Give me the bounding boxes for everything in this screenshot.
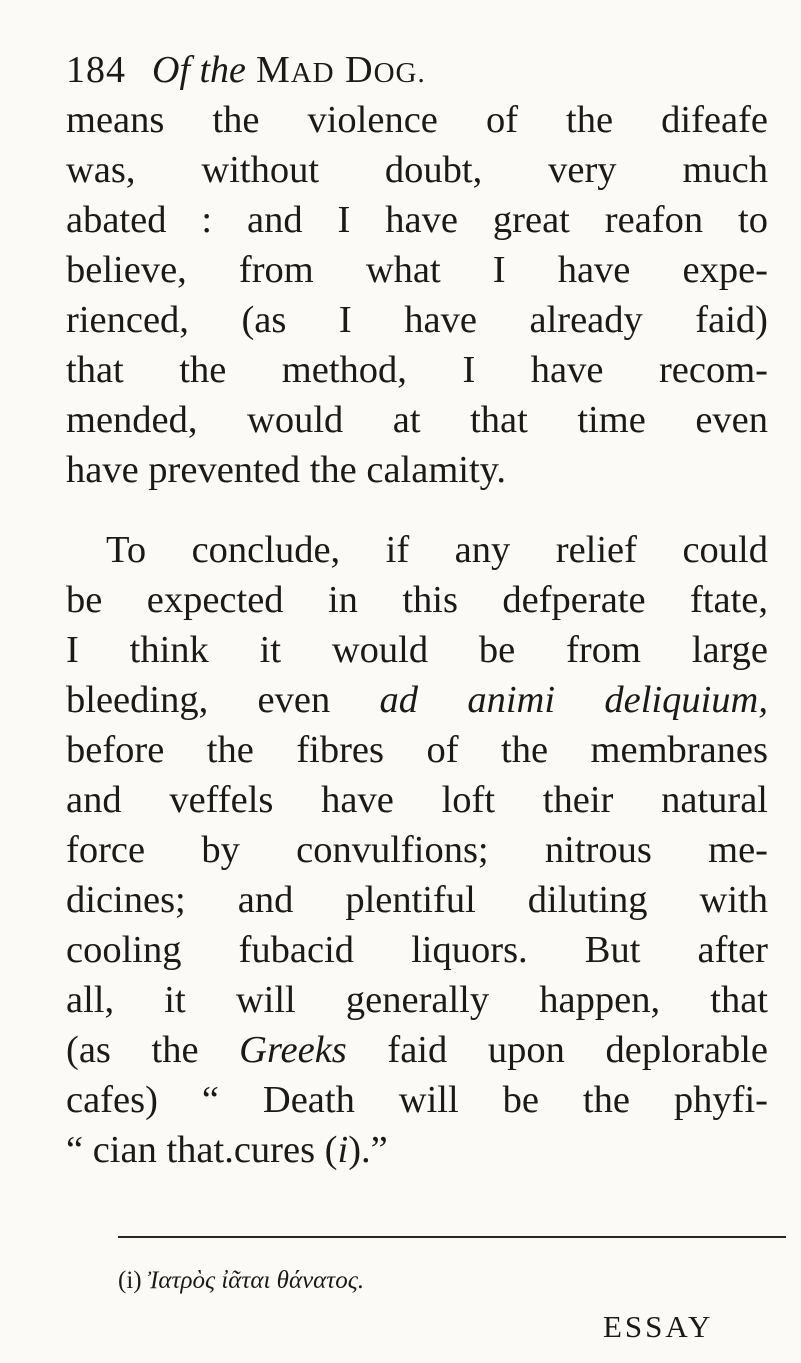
text-line: (as the Greeks faid upon deplorable	[66, 1029, 768, 1071]
text-line: that the method, I have recom-	[66, 349, 768, 391]
text-line: rienced, (as I have already faid)	[66, 299, 768, 341]
text-line: force by convulfions; nitrous me-	[66, 829, 768, 871]
greeks-word: Greeks	[239, 1029, 347, 1071]
text-line: bleeding, even ad animi deliquium,	[66, 679, 768, 721]
footnote-divider	[118, 1236, 786, 1238]
page-number: 184	[66, 49, 126, 91]
text-line: before the fibres of the membranes	[66, 729, 768, 771]
header-title-italic: Of the	[152, 49, 246, 91]
footnote	[118, 1265, 518, 1297]
text-line: be expected in this defperate ftate,	[66, 579, 768, 621]
running-header	[66, 45, 766, 98]
text-line: was, without doubt, very much	[66, 149, 768, 191]
text-line: abated : and I have great reafon to	[66, 199, 768, 241]
catchword: ESSAY	[603, 1309, 714, 1344]
text-line: have prevented the calamity.	[66, 449, 507, 491]
text-line: cooling fubacid liquors. But after	[66, 929, 768, 971]
text-line: all, it will generally happen, that	[66, 979, 768, 1021]
footnote-ref: i	[337, 1129, 349, 1171]
text-line: cafes) “ Death will be the phyfi-	[66, 1079, 768, 1121]
text-line: and veffels have loft their natural	[66, 779, 768, 821]
footnote-greek: Ἰατρὸς ἰᾶται θάνατος.	[147, 1267, 365, 1294]
text-line: believe, from what I have expe-	[66, 249, 768, 291]
text-line: I think it would be from large	[66, 629, 768, 671]
text-line: mended, would at that time even	[66, 399, 768, 441]
footnote-marker: (i)	[118, 1267, 142, 1294]
text-line: To conclude, if any relief could	[106, 529, 768, 571]
header-title-smallcaps: MAD DOG.	[255, 49, 426, 91]
text-line: means the violence of the difeafe	[66, 99, 768, 141]
latin-phrase: ad animi deliquium,	[379, 679, 768, 721]
text-line: “ cian that.cures (i).”	[66, 1129, 388, 1171]
text-line: dicines; and plentiful diluting with	[66, 879, 768, 921]
